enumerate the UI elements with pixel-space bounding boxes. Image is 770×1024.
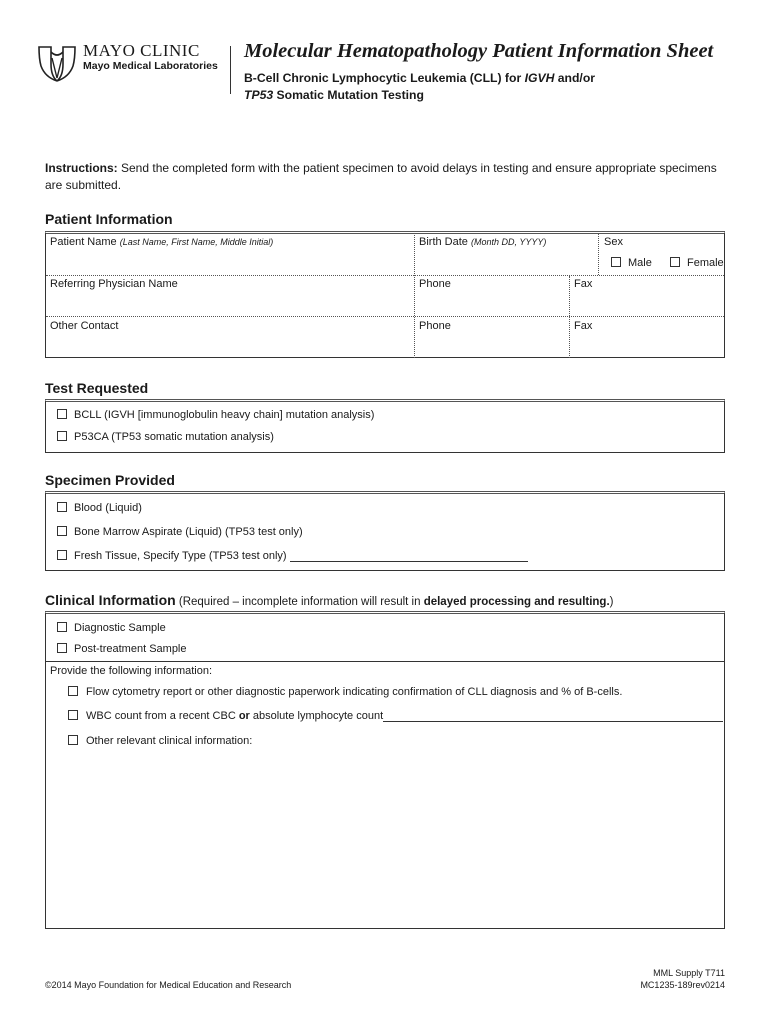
sex-label: Sex	[604, 236, 623, 248]
post-treatment-label: Post-treatment Sample	[74, 643, 187, 655]
bcll-checkbox[interactable]	[57, 409, 67, 419]
blood-checkbox[interactable]	[57, 502, 67, 512]
fresh-tissue-type-field[interactable]	[290, 550, 528, 562]
mayo-shield-logo	[38, 44, 76, 84]
bone-marrow-checkbox[interactable]	[57, 526, 67, 536]
clinical-divider	[46, 661, 724, 662]
flow-cytometry-label: Flow cytometry report or other diagnostic paperwork indicating confirmation of CLL diagnosis and % of B-cells.	[86, 686, 623, 698]
diagnostic-sample-label: Diagnostic Sample	[74, 622, 166, 634]
clinical-section-title: Clinical Information (Required – incomplete information will result in delayed processing and resulting.)	[45, 592, 614, 608]
flow-cytometry-checkbox[interactable]	[68, 686, 78, 696]
wbc-count-checkbox[interactable]	[68, 710, 78, 720]
fresh-tissue-label: Fresh Tissue, Specify Type (TP53 test only)	[74, 550, 528, 562]
form-codes	[560, 967, 725, 991]
page-title: Molecular Hematopathology Patient Information Sheet	[244, 40, 714, 62]
male-label: Male	[628, 257, 652, 269]
specimen-section-title: Specimen Provided	[45, 472, 175, 488]
test-section-title: Test Requested	[45, 380, 149, 396]
female-checkbox[interactable]	[670, 257, 680, 267]
copyright: ©2014 Mayo Foundation for Medical Education and Research	[45, 980, 292, 990]
page-subtitle: B-Cell Chronic Lymphocytic Leukemia (CLL) for IGVH and/or TP53 Somatic Mutation Testing	[244, 71, 596, 102]
clinical-info-box	[45, 611, 725, 929]
referring-physician-field[interactable]: Referring Physician Name	[50, 278, 178, 290]
wbc-count-label: WBC count from a recent CBC or absolute lymphocyte count	[86, 710, 723, 722]
provide-info-label: Provide the following information:	[50, 665, 213, 677]
other-clinical-label: Other relevant clinical information:	[86, 735, 253, 747]
birth-date-field[interactable]: Birth Date (Month DD, YYYY)	[419, 236, 547, 248]
female-label: Female	[687, 257, 724, 269]
diagnostic-sample-checkbox[interactable]	[57, 622, 67, 632]
other-phone-field[interactable]: Phone	[419, 320, 451, 332]
brand-subname: Mayo Medical Laboratories	[83, 60, 218, 72]
other-clinical-checkbox[interactable]	[68, 735, 78, 745]
wbc-count-field[interactable]	[383, 710, 723, 722]
patient-info-box	[45, 231, 725, 358]
supply-code: MML Supply T711	[653, 968, 725, 978]
test-requested-box	[45, 399, 725, 453]
form-revision: MC1235-189rev0214	[640, 980, 725, 990]
header-divider	[230, 46, 231, 94]
patient-row-line-1	[46, 275, 724, 276]
patient-divider-3	[598, 233, 599, 275]
patient-row-line-2	[46, 316, 724, 317]
male-checkbox[interactable]	[611, 257, 621, 267]
fresh-tissue-checkbox[interactable]	[57, 550, 67, 560]
blood-label: Blood (Liquid)	[74, 502, 142, 514]
instructions: Instructions: Send the completed form with the patient specimen to avoid delays in testing and ensure appropriate specimens are submitted.	[45, 161, 717, 192]
patient-section-title: Patient Information	[45, 211, 173, 227]
physician-fax-field[interactable]: Fax	[574, 278, 593, 290]
post-treatment-checkbox[interactable]	[57, 643, 67, 653]
patient-divider-1	[414, 233, 415, 358]
p53ca-label: P53CA (TP53 somatic mutation analysis)	[74, 431, 274, 443]
bone-marrow-label: Bone Marrow Aspirate (Liquid) (TP53 test only)	[74, 526, 303, 538]
patient-divider-2	[569, 276, 570, 358]
physician-phone-field[interactable]: Phone	[419, 278, 451, 290]
p53ca-checkbox[interactable]	[57, 431, 67, 441]
other-contact-field[interactable]: Other Contact	[50, 320, 119, 332]
brand-name: MAYO CLINIC	[83, 41, 200, 60]
bcll-label: BCLL (IGVH [immunoglobulin heavy chain] mutation analysis)	[74, 409, 375, 421]
other-fax-field[interactable]: Fax	[574, 320, 593, 332]
patient-name-field[interactable]: Patient Name (Last Name, First Name, Middle Initial)	[50, 236, 274, 248]
